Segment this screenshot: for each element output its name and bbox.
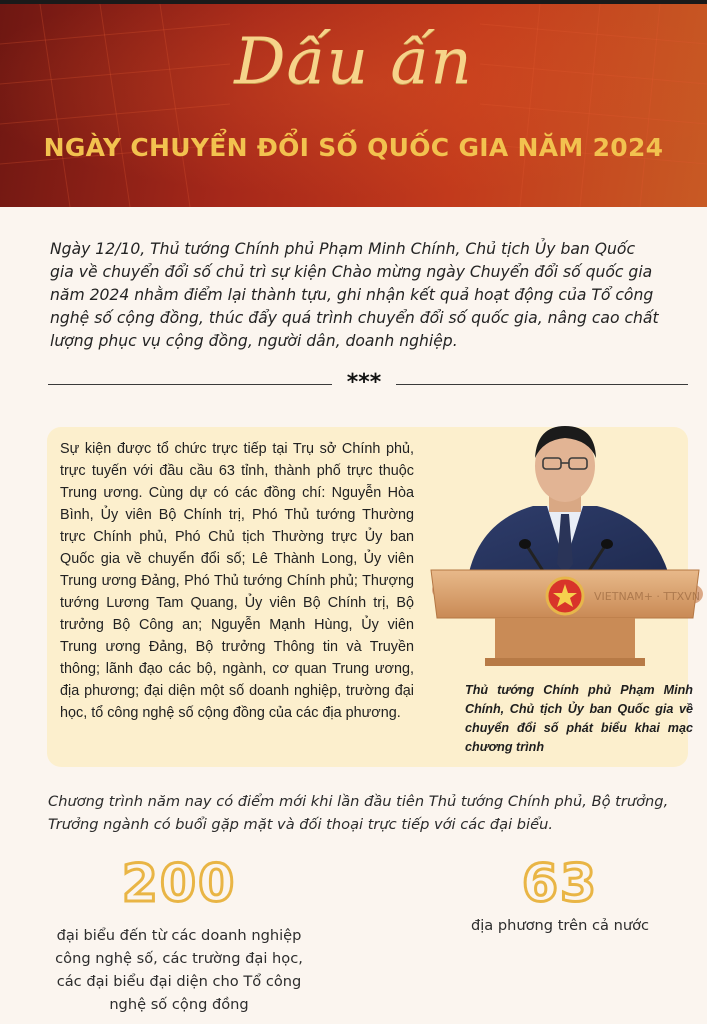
event-description: Sự kiện được tổ chức trực tiếp tại Trụ sở Chính phủ, trực tuyến với đầu cầu 63 tỉnh, thành phố trực thuộc Trung ương. Cùng dự có các đồng chí: Nguyễn Hòa Bình, Ủy viên Bộ Chính trị, Phó Thủ tướng Thường trực Chính phủ, Phó Chủ tịch Thường trực Ủy ban Quốc gia về chuyển đổi số; Lê Thành Long, Ủy viên Trung ương Đảng, Phó Thủ tướng Chính phủ; Thượng tướng Lương Tam Quang, Ủy viên Bộ Chính trị, Bộ trưởng Bộ Công an; Nguyễn Mạnh Hùng, Ủy viên Trung ương Đảng, Bộ trưởng Thông tin và Truyền thông; lãnh đạo các bộ, ngành, cơ quan Trung ương, địa phương; đại diện một số doanh nghiệp, trường đại học, tổ công nghệ số cộng đồng của các địa phương.	[60, 441, 414, 721]
separator-line-left	[48, 384, 332, 385]
intro-paragraph: Ngày 12/10, Thủ tướng Chính phủ Phạm Minh Chính, Chủ tịch Ủy ban Quốc gia về chuyển đổi số chủ trì sự kiện Chào mừng ngày Chuyển đổi số quốc gia năm 2024 nhằm điểm lại thành tựu, ghi nhận kết quả hoạt động của Tổ công nghệ số cộng đồng, thúc đẩy quá trình chuyển đổi số quốc gia, nâng cao chất lượng phục vụ cộng đồng, người dân, doanh nghiệp.	[50, 240, 659, 350]
program-paragraph: Chương trình năm nay có điểm mới khi lần đầu tiên Thủ tướng Chính phủ, Bộ trưởng, Trưởng ngành có buổi gặp mặt và đối thoại trực tiếp với các đại biểu.	[48, 793, 669, 833]
stat-label-localities: địa phương trên cả nước	[470, 917, 650, 934]
photo-caption: Thủ tướng Chính phủ Phạm Minh Chính, Chủ tịch Ủy ban Quốc gia về chuyển đổi số phát biểu khai mạc chương trình	[465, 683, 693, 754]
podium-watermark: VIETNAM+ · TTXVN	[594, 590, 700, 603]
stat-value-delegates: 200	[121, 854, 237, 914]
stat-value-localities: 63	[521, 854, 599, 914]
script-title: Dấu ấn	[234, 25, 473, 99]
main-title: NGÀY CHUYỂN ĐỔI SỐ QUỐC GIA NĂM 2024	[43, 133, 664, 162]
separator-stars: ***	[346, 370, 382, 395]
stat-label-delegates: đại biểu đến từ các doanh nghiệp công nghệ số, các trường đại học, các đại biểu đại diện cho Tổ công nghệ số cộng đồng	[55, 927, 303, 1013]
header-banner	[0, 4, 707, 207]
prime-minister-photo	[425, 414, 705, 666]
separator-line-right	[396, 384, 688, 385]
